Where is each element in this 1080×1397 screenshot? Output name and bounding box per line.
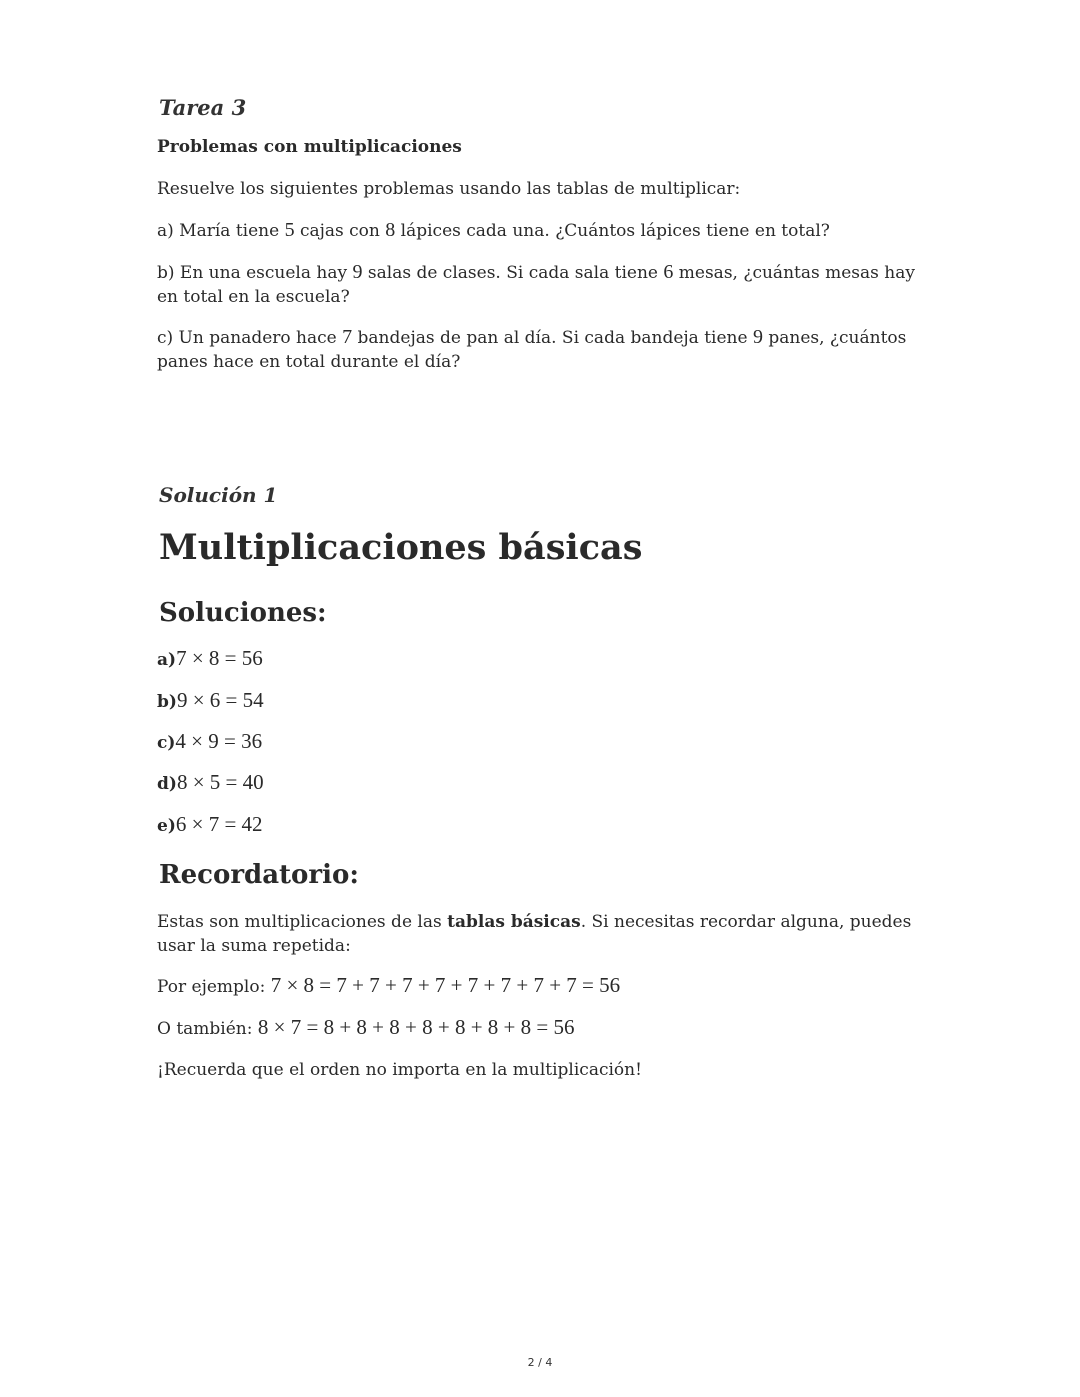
solution-item: b)9 × 6 = 54 <box>157 688 264 712</box>
reminder-heading: Recordatorio: <box>159 860 359 890</box>
task-title: Tarea 3 <box>159 95 247 120</box>
solution-item: a)7 × 8 = 56 <box>157 646 263 670</box>
solution-label: Solución 1 <box>159 483 278 507</box>
closing-note: ¡Recuerda que el orden no importa en la multiplicación! <box>157 1060 642 1080</box>
solutions-heading: Soluciones: <box>159 598 327 628</box>
problem-a: a) María tiene 5 cajas con 8 lápices cada una. ¿Cuántos lápices tiene en total? <box>157 219 830 241</box>
solution-item: e)6 × 7 = 42 <box>157 812 263 836</box>
task-subtitle: Problemas con multiplicaciones <box>157 137 462 157</box>
solution-item: c)4 × 9 = 36 <box>157 729 263 753</box>
reminder-text: Estas son multiplicaciones de las tablas básicas. Si necesitas recordar alguna, puedes usar la suma repetida: <box>157 912 912 956</box>
page-title: Multiplicaciones básicas <box>159 527 643 568</box>
solution-item: d)8 × 5 = 40 <box>157 770 264 794</box>
problem-c: c) Un panadero hace 7 bandejas de pan al día. Si cada bandeja tiene 9 panes, ¿cuántos panes hace en total durante el día? <box>157 326 907 372</box>
problem-b: b) En una escuela hay 9 salas de clases. Si cada sala tiene 6 mesas, ¿cuántas mesas hay en total en la escuela? <box>157 261 915 307</box>
task-intro: Resuelve los siguientes problemas usando las tablas de multiplicar: <box>157 179 741 199</box>
page-number: 2 / 4 <box>527 1356 553 1369</box>
example-1: Por ejemplo: 7 × 8 = 7 + 7 + 7 + 7 + 7 + 7 + 7 + 7 = 56 <box>157 973 621 997</box>
example-2: O también: 8 × 7 = 8 + 8 + 8 + 8 + 8 + 8 + 8 = 56 <box>157 1015 575 1039</box>
